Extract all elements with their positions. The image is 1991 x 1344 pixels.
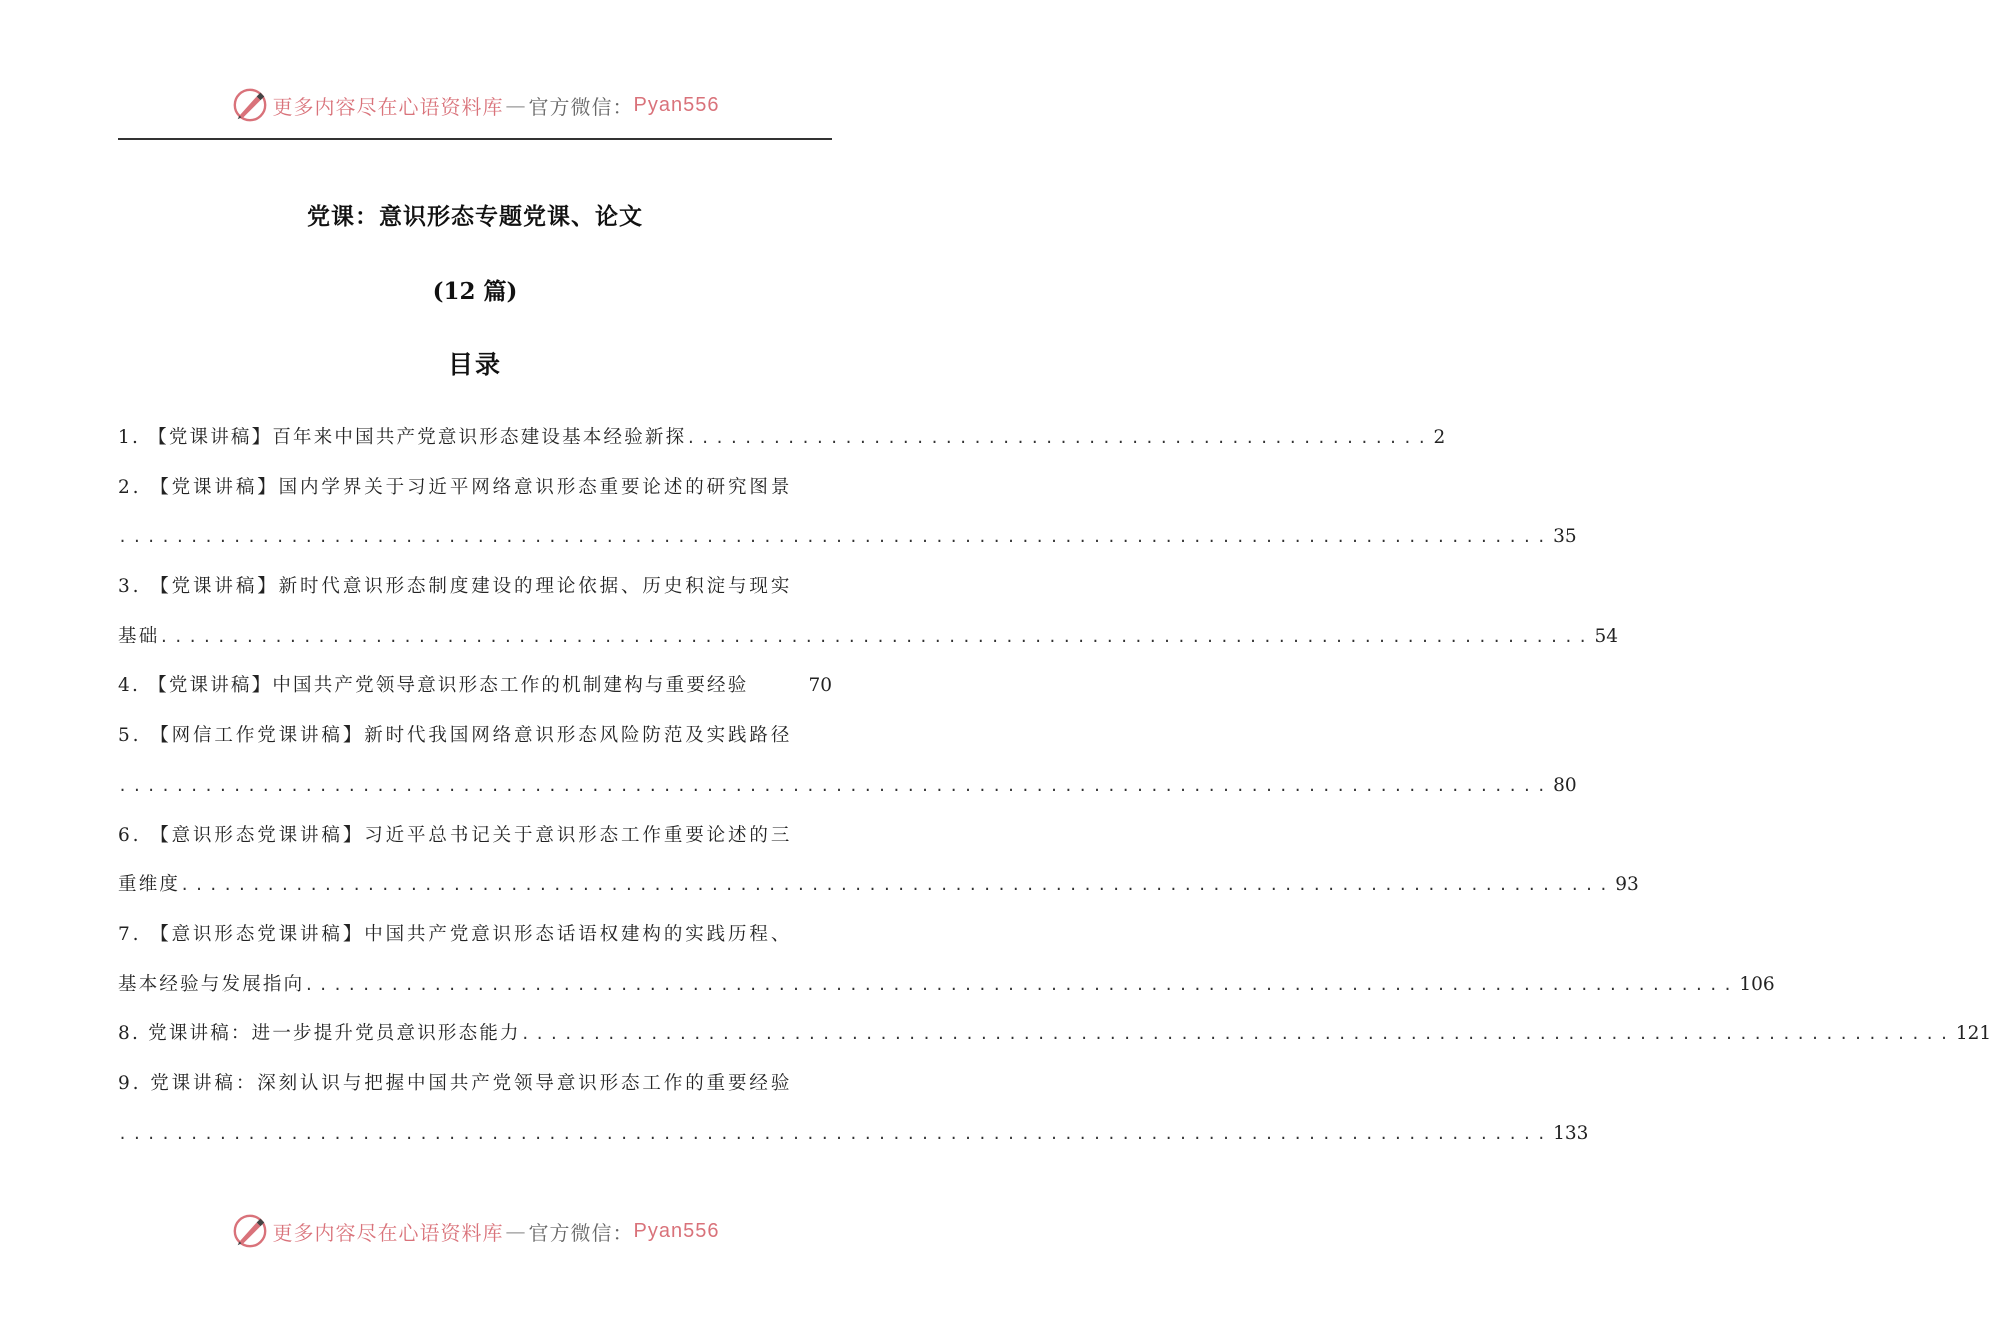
toc-entry-title: 6. 【意识形态党课讲稿】习近平总书记关于意识形态工作重要论述的三 (118, 824, 793, 846)
banner-wechat-id: Pyan556 (633, 1219, 720, 1242)
toc-entry-9-leader[interactable] (118, 1114, 1589, 1164)
toc-entry-5-leader[interactable] (118, 766, 1577, 816)
pen-logo-icon (231, 1212, 269, 1250)
banner-wechat-id: Pyan556 (633, 93, 720, 116)
header-divider (118, 138, 832, 140)
toc-entry-title: 1. 【党课讲稿】百年来中国共产党意识形态建设基本经验新探 (118, 427, 687, 448)
toc-entry-7-cont[interactable] (118, 965, 1775, 1015)
toc-entry-title: 4. 【党课讲稿】中国共产党领导意识形态工作的机制建构与重要经验 (118, 675, 749, 697)
banner-dash: — (505, 1219, 527, 1243)
toc-page-number: 70 (808, 675, 832, 697)
toc-entry-3-cont[interactable] (118, 617, 1619, 667)
document-count: (12 篇) (432, 278, 518, 305)
toc-leader-dots: .................................................................................................... (520, 1025, 1954, 1044)
toc-leader-dots: .................................................... (686, 429, 1432, 447)
toc-entry-4[interactable] (118, 666, 832, 716)
toc-leader-dots: .................................................................................................... (118, 1124, 1552, 1143)
toc-page-number: 133 (1553, 1122, 1589, 1144)
toc-entry-5[interactable] (118, 716, 832, 766)
toc-entry-2[interactable] (118, 468, 832, 518)
toc-leader-dots: .................................................................................................... (118, 776, 1552, 795)
toc-page-number: 121 (1955, 1023, 1991, 1045)
banner-dash: — (505, 93, 527, 117)
toc-page-number: 54 (1594, 625, 1619, 647)
toc-entry-9[interactable] (118, 1064, 832, 1114)
toc-leader-dots: .................................................................................................... (304, 975, 1738, 994)
footer-banner (0, 1206, 950, 1256)
toc-entry-title-cont: 基础 (118, 625, 160, 647)
banner-brand-text: 更多内容尽在心语资料库 (272, 94, 504, 119)
toc-heading: 目录 (447, 350, 502, 379)
toc-entry-title: 3. 【党课讲稿】新时代意识形态制度建设的理论依据、历史积淀与现实 (118, 576, 793, 598)
toc-entry-8[interactable] (118, 1014, 1991, 1064)
toc-entry-1[interactable] (118, 418, 1446, 468)
toc-page-number: 2 (1433, 427, 1446, 448)
toc-entry-title-cont: 重维度 (118, 874, 181, 896)
toc-page-number: 106 (1739, 973, 1775, 995)
toc-entry-title: 5. 【网信工作党课讲稿】新时代我国网络意识形态风险防范及实践路径 (118, 725, 793, 747)
toc-entry-title: 7. 【意识形态党课讲稿】中国共产党意识形态话语权建构的实践历程、 (118, 923, 793, 945)
toc-page-number: 80 (1553, 774, 1577, 796)
toc-entry-2-leader[interactable] (118, 517, 1577, 567)
toc-entry-title: 9. 党课讲稿：深刻认识与把握中国共产党领导意识形态工作的重要经验 (118, 1072, 793, 1094)
banner-wechat-label: 官方微信： (528, 1220, 634, 1245)
toc-leader-dots: .................................................................................................... (118, 528, 1552, 547)
toc-entry-title: 8. 党课讲稿：进一步提升党员意识形态能力 (118, 1023, 521, 1045)
toc-entry-6-cont[interactable] (118, 865, 1639, 915)
toc-page-number: 93 (1615, 874, 1639, 896)
toc-page-number: 35 (1553, 526, 1577, 548)
toc-leader-dots: .................................................................................................... (159, 627, 1593, 646)
banner-brand-text: 更多内容尽在心语资料库 (272, 1220, 504, 1245)
toc-leader-dots: .................................................................................................... (180, 876, 1614, 895)
table-of-contents (118, 418, 1991, 1163)
toc-entry-title: 2. 【党课讲稿】国内学界关于习近平网络意识形态重要论述的研究图景 (118, 476, 793, 498)
banner-wechat-label: 官方微信： (528, 94, 634, 119)
header-banner (0, 80, 950, 130)
document-title: 党课：意识形态专题党课、论文 (307, 203, 643, 230)
toc-entry-title-cont: 基本经验与发展指向 (118, 973, 305, 995)
toc-entry-3[interactable] (118, 567, 832, 617)
toc-entry-6[interactable] (118, 816, 832, 866)
pen-logo-icon (231, 86, 269, 124)
toc-entry-7[interactable] (118, 915, 832, 965)
